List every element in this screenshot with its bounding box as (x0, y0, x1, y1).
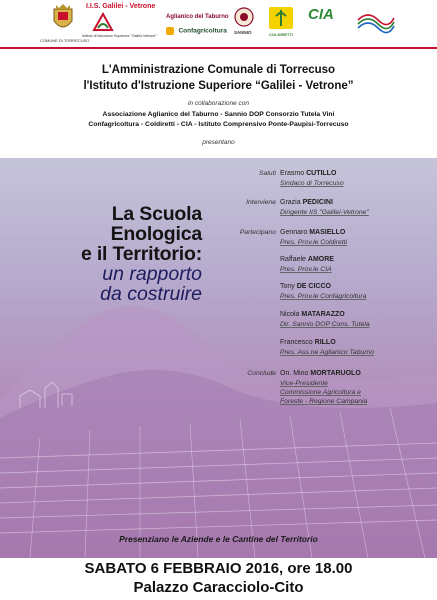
coldiretti-emblem-icon (268, 6, 294, 30)
speaker-role: Foreste - Regione Campania (280, 398, 368, 405)
speaker-role: Pres. Ass.ne Aglianico Taburno (280, 349, 375, 356)
speaker-name: On. Mino MORTARUOLO (280, 370, 361, 377)
collaboration-label: in collaborazione con (187, 100, 250, 107)
title-line-5: da costruire (100, 283, 202, 305)
sannio-emblem-icon (231, 6, 257, 28)
coldiretti-logo (268, 6, 298, 42)
comune-crest-logo (52, 3, 74, 37)
event-venue: Palazzo Caracciolo-Cito (133, 579, 304, 596)
speaker-name: Raffaele AMORE (280, 256, 334, 263)
speaker-role: Pres. Prov.le Confagricoltura (280, 293, 367, 300)
speaker-role: Vice-Presidente (280, 380, 328, 387)
speaker-role: Pres. Prov.le CIA (280, 266, 332, 273)
role-label: Saluti (258, 170, 276, 177)
title-line-2: Enologica (110, 223, 202, 245)
aglianico-label: Aglianico del Taburno (166, 14, 229, 20)
speaker-role: Dir. Sannio DOP Cons. Tutela (280, 321, 370, 328)
speaker-name: Erasmo CUTILLO (280, 170, 337, 177)
comune-label: COMUNE DI TORRECUSO (40, 38, 90, 43)
sannio-logo (231, 6, 261, 42)
speaker-role: Sindaco di Torrecuso (280, 180, 344, 187)
iis-emblem-icon (92, 12, 114, 32)
sannio-label: SANNIO (234, 30, 252, 35)
header-divider (0, 47, 437, 49)
title-line-1: La Scuola (111, 203, 202, 225)
iis-subtitle: Istituto di Istruzione Superiore "Galilei-Vetrone" (82, 34, 157, 38)
speaker-role: Commissione Agricoltura e (280, 389, 361, 396)
title-line-4: un rapporto (102, 263, 202, 285)
speaker-name: Francesco RILLO (280, 339, 336, 346)
event-panel (0, 158, 437, 558)
header-line-2: l'Istituto d'Istruzione Superiore “Galilei - Vetrone” (83, 80, 354, 92)
presenzia-banner: Presenziano le Aziende e le Cantine del Territorio (119, 534, 318, 544)
speaker-role: Dirigente IIS "Galilei-Vetrone" (280, 209, 369, 216)
speaker-name: Grazia PEDICINI (280, 199, 333, 206)
event-date: SABATO 6 FEBBRAIO 2016, ore 18.00 (84, 560, 353, 577)
wave-icon (356, 6, 396, 34)
cia-logo (308, 6, 348, 36)
speaker-name: Nicola MATARAZZO (280, 311, 345, 318)
associations-line-2: Confagricoltura - Coldiretti - CIA - Istituto Comprensivo Ponte-Paupisi-Torrecuso (88, 121, 349, 128)
cia-label: CIA (308, 6, 334, 23)
coldiretti-label: COLDIRETTI (269, 32, 293, 37)
iis-logo (82, 3, 162, 43)
confagricoltura-icon (166, 27, 174, 35)
speaker-name: Tony DE CICCO (280, 283, 331, 290)
header-line-1: L'Amministrazione Comunale di Torrecuso (101, 64, 336, 76)
confagricoltura-label: Confagricoltura (178, 27, 227, 35)
associations-line-1: Associazione Aglianico del Taburno - Sannio DOP Consorzio Tutela Vini (102, 111, 335, 118)
speaker-role: Pres. Prov.le Coldiretti (280, 239, 348, 246)
confagricoltura-logo (166, 22, 228, 36)
presentano-label: presentano (202, 139, 235, 146)
role-label: Conclude (247, 370, 276, 377)
logo-strip (0, 0, 437, 48)
role-label: Partecipano (239, 229, 276, 236)
iis-title: I.I.S. Galilei - Vetrone (86, 3, 156, 10)
speaker-name: Gennaro MASIELLO (280, 229, 346, 236)
aglianico-logo (166, 5, 229, 20)
title-line-3: e il Territorio: (80, 243, 202, 265)
event-title (40, 204, 202, 304)
role-label: Interviene (246, 199, 276, 206)
region-wave-logo (356, 6, 396, 36)
